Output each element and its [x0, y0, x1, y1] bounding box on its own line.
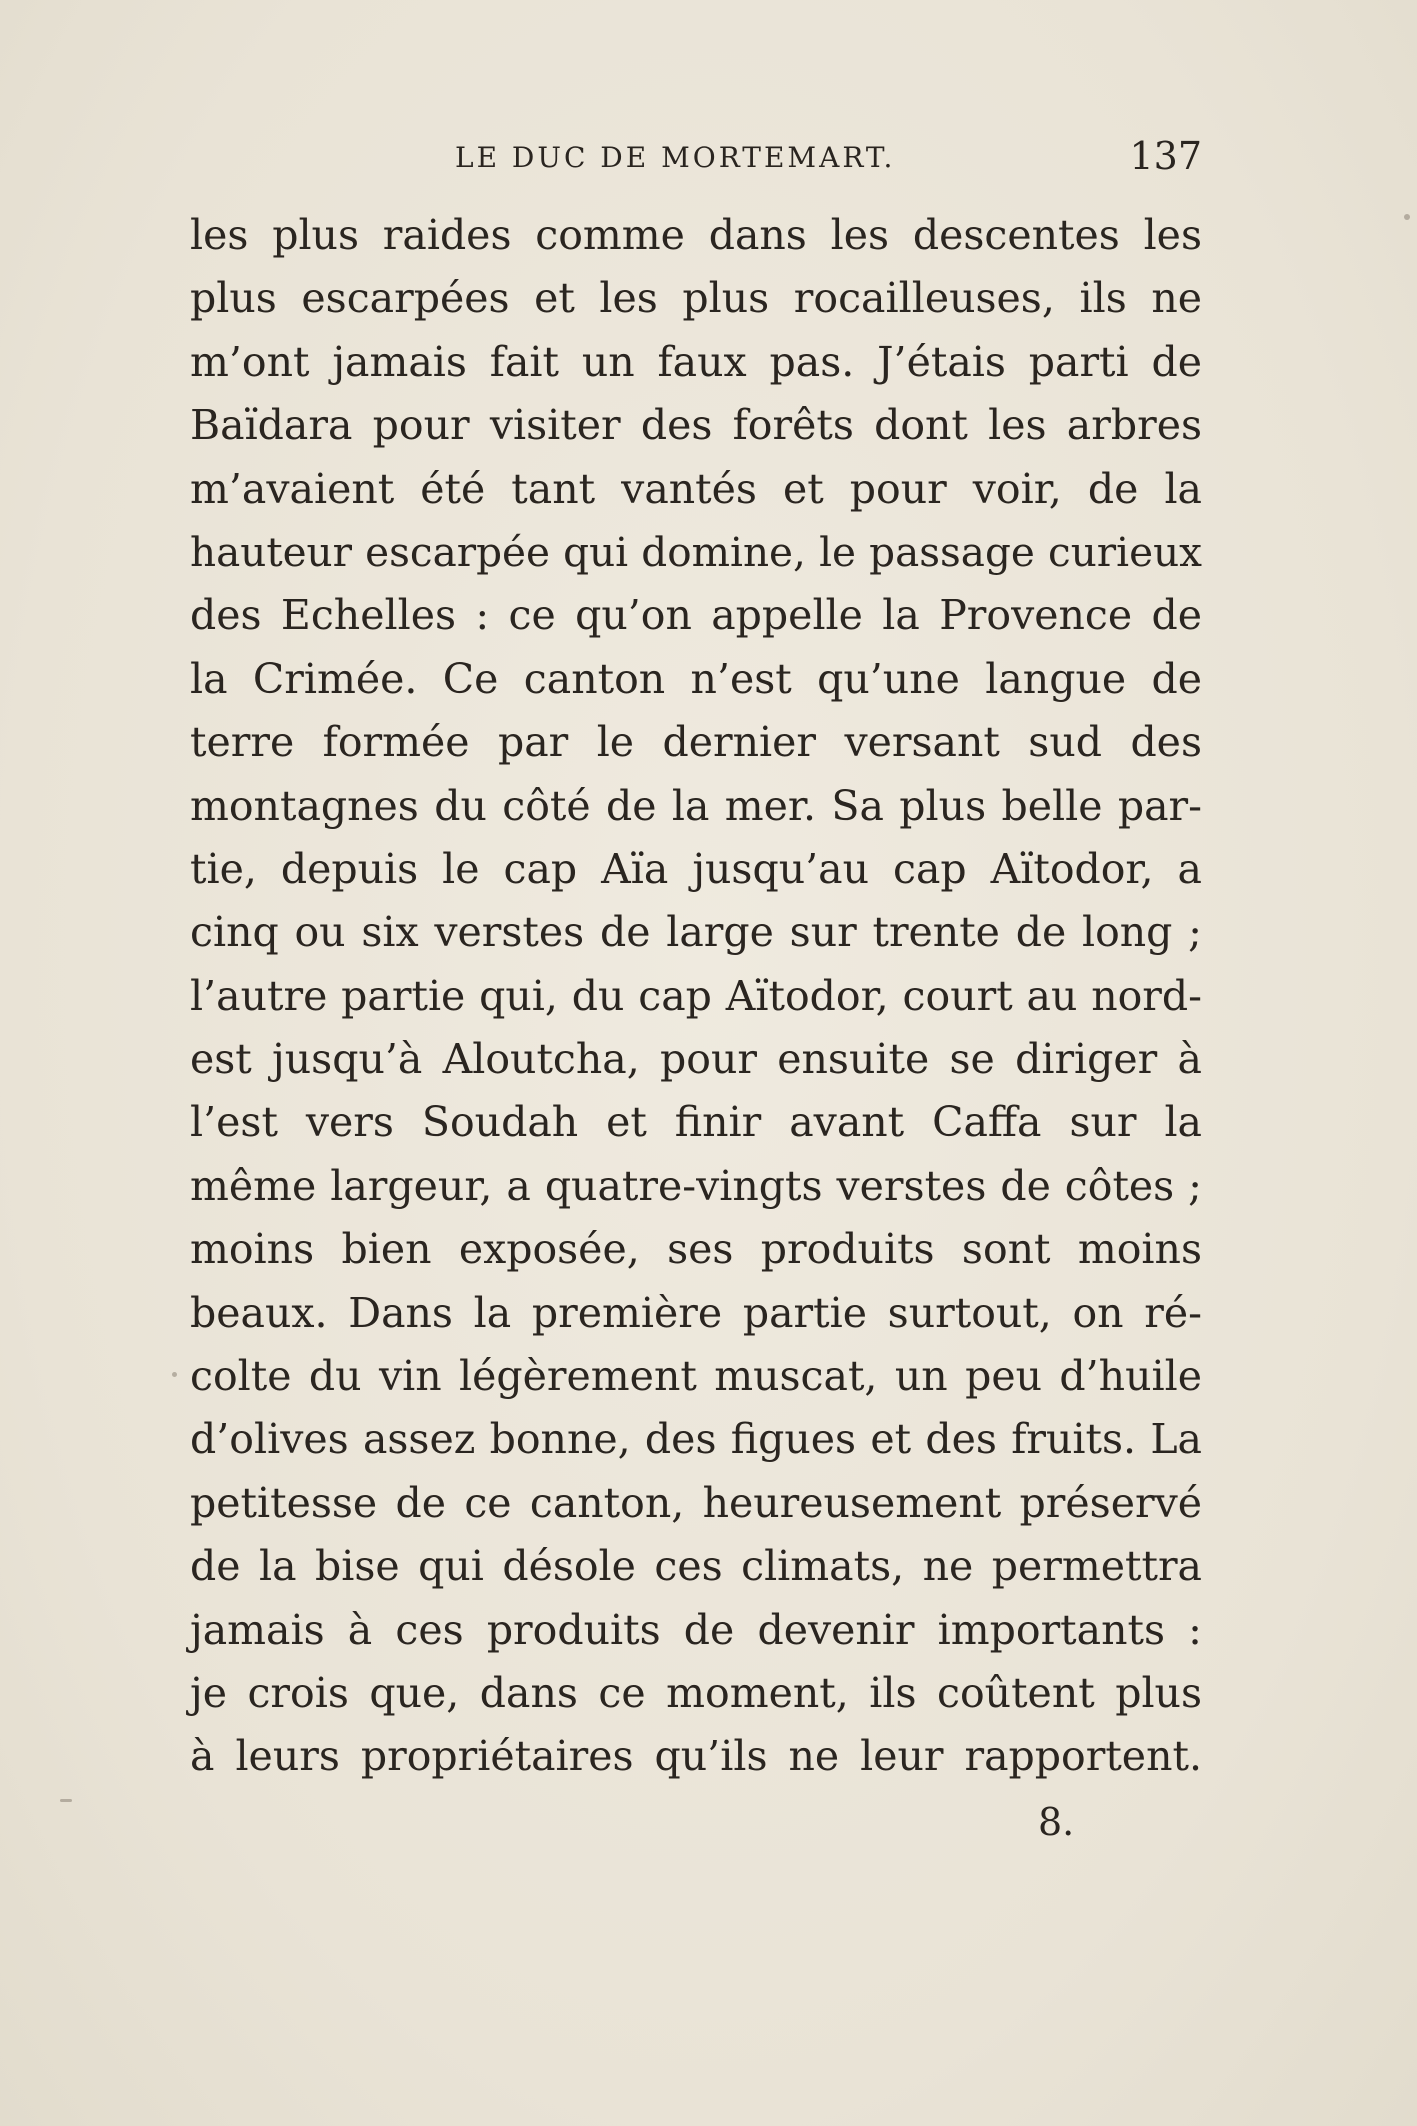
text-line: à leurs propriétaires qu’ils ne leur rapportent.	[190, 1732, 1202, 1781]
text-line: d’olives assez bonne, des figues et des fruits. La	[190, 1415, 1202, 1464]
text-line: colte du vin légèrement muscat, un peu d’huile	[190, 1352, 1202, 1401]
text-line: Baïdara pour visiter des forêts dont les arbres	[190, 401, 1202, 450]
text-line: je crois que, dans ce moment, ils coûtent plus	[190, 1668, 1202, 1717]
text-line: les plus raides comme dans les descentes les	[190, 211, 1202, 259]
signature-mark: 8.	[1038, 1800, 1075, 1844]
text-line: l’autre partie qui, du cap Aïtodor, court au nord-	[190, 971, 1202, 1020]
body-text	[190, 204, 1202, 1789]
text-line: l’est vers Soudah et finir avant Caffa sur la	[190, 1098, 1202, 1147]
running-head	[190, 134, 1202, 178]
text-line: cinq ou six verstes de large sur trente de long ;	[190, 908, 1202, 957]
text-line: la Crimée. Ce canton n’est qu’une langue de	[190, 654, 1202, 703]
text-line: moins bien exposée, ses produits sont moins	[190, 1225, 1202, 1274]
paper-speck	[172, 1372, 177, 1377]
text-line: beaux. Dans la première partie surtout, on ré-	[190, 1288, 1202, 1337]
running-title: LE DUC DE MORTEMART.	[455, 141, 896, 174]
page-number: 137	[1129, 134, 1202, 178]
text-line: tie, depuis le cap Aïa jusqu’au cap Aïtodor, a	[190, 844, 1202, 893]
text-line: petitesse de ce canton, heureusement préservé	[190, 1478, 1202, 1527]
text-line: plus escarpées et les plus rocailleuses, ils ne	[190, 274, 1202, 323]
text-line: montagnes du côté de la mer. Sa plus belle par-	[190, 781, 1202, 830]
text-line: m’ont jamais fait un faux pas. J’étais parti de	[190, 337, 1202, 386]
text-line: de la bise qui désole ces climats, ne permettra	[190, 1542, 1202, 1591]
text-line: jamais à ces produits de devenir importants :	[190, 1605, 1202, 1654]
paper-speck	[60, 1799, 72, 1802]
text-line: est jusqu’à Aloutcha, pour ensuite se diriger à	[190, 1035, 1202, 1084]
text-line: m’avaient été tant vantés et pour voir, de la	[190, 464, 1202, 513]
text-line: même largeur, a quatre-vingts verstes de côtes ;	[190, 1161, 1202, 1210]
text-line: hauteur escarpée qui domine, le passage curieux	[190, 527, 1202, 576]
text-line: terre formée par le dernier versant sud des	[190, 718, 1202, 767]
text-line: des Echelles : ce qu’on appelle la Provence de	[190, 591, 1202, 640]
paper-speck	[1404, 214, 1410, 220]
